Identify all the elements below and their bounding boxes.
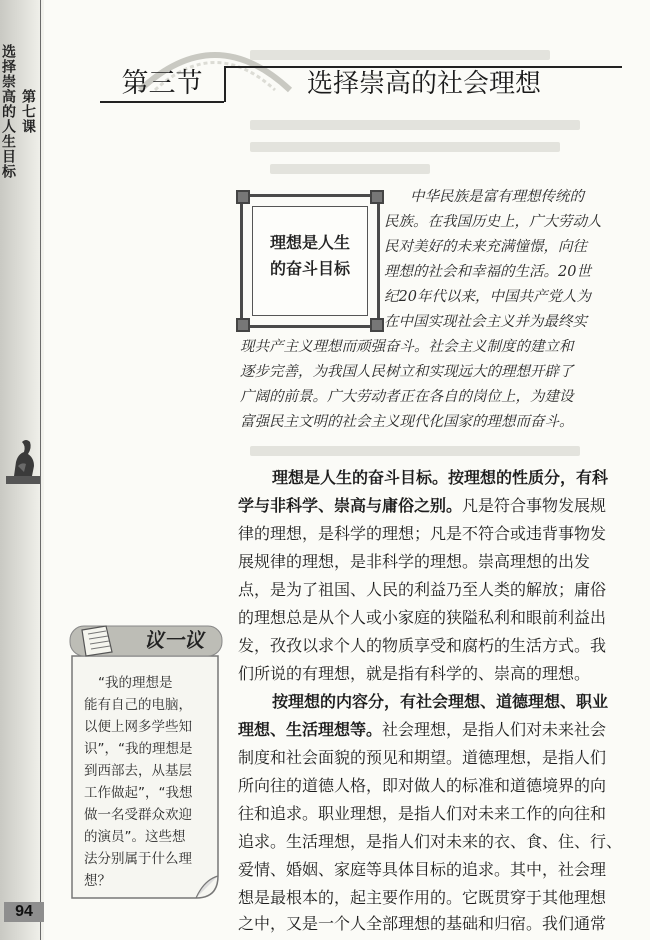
discussion-line: 识”，“我的理想是 bbox=[84, 741, 193, 757]
body-text: 制度和社会面貌的预见和期望。道德理想，是指人们 bbox=[238, 748, 607, 767]
discussion-line: 想？ bbox=[84, 873, 111, 889]
body-text: 之中，又是一个人全部理想的基础和归宿。我们通常 bbox=[238, 914, 607, 933]
body-text: 律的理想，是科学的理想；凡是不符合或违背事物发 bbox=[238, 524, 607, 543]
intro-line: 中华民族是富有理想传统的 bbox=[410, 189, 584, 205]
body-text: 往和追求。职业理想，是指人们对未来工作的向往和 bbox=[238, 804, 607, 823]
discussion-line: 法分别属于什么理 bbox=[84, 851, 192, 867]
section-title: 选择崇高的社会理想 bbox=[306, 69, 541, 99]
body-line bbox=[238, 772, 606, 800]
body-line bbox=[238, 660, 590, 688]
callout-title bbox=[254, 230, 366, 282]
thinker-statue-icon bbox=[4, 436, 42, 486]
body-line bbox=[238, 492, 606, 520]
discussion-line: “我的理想是 bbox=[98, 675, 173, 691]
callout-title-line: 的奋斗目标 bbox=[269, 259, 350, 278]
body-text: 所向往的道德人格，即对做人的标准和道德境界的向 bbox=[238, 776, 607, 795]
body-text: 凡是符合事物发展规 bbox=[462, 496, 607, 515]
body-line bbox=[272, 688, 608, 716]
chapter-side-title-line: 选择崇高的人生目标 bbox=[0, 44, 16, 179]
body-line bbox=[238, 910, 606, 938]
body-line bbox=[238, 828, 622, 856]
intro-line: 民族。在我国历史上，广大劳动人 bbox=[384, 214, 602, 230]
body-bold: 理想、生活理想等。 bbox=[238, 720, 383, 739]
body-line bbox=[238, 744, 606, 772]
callout-title-line: 理想是人生 bbox=[269, 233, 350, 252]
chapter-side-title-line: 第七课 bbox=[20, 89, 36, 134]
discussion-line: 以便上网多学些知 bbox=[84, 719, 192, 735]
intro-line: 在中国实现社会主义并为最终实 bbox=[384, 314, 587, 330]
intro-line: 广阔的前景。广大劳动者正在各自的岗位上，为建设 bbox=[240, 389, 574, 405]
body-line bbox=[238, 548, 590, 576]
bleed-through-line bbox=[250, 446, 580, 456]
intro-line: 富强民主文明的社会主义现代化国家的理想而奋斗。 bbox=[240, 414, 574, 430]
body-line bbox=[238, 800, 606, 828]
discussion-line: 到西部去，从基层 bbox=[84, 763, 192, 779]
section-underline bbox=[100, 101, 224, 103]
body-line bbox=[238, 884, 606, 912]
section-label: 第三节 bbox=[121, 68, 203, 99]
body-text: 追求。生活理想，是指人们对未来的衣、食、住、行、 bbox=[238, 832, 623, 851]
intro-line: 逐步完善，为我国人民树立和实现远大的理想开辟了 bbox=[240, 364, 574, 380]
body-line bbox=[238, 716, 606, 744]
bleed-through-line bbox=[250, 50, 550, 60]
body-line bbox=[238, 576, 606, 604]
body-text: 点，是为了祖国、人民的利益乃至人类的解放；庸俗 bbox=[238, 580, 607, 599]
body-line bbox=[238, 856, 606, 884]
body-text: 们所说的有理想，就是指有科学的、崇高的理想。 bbox=[238, 664, 591, 683]
body-line bbox=[272, 464, 608, 492]
frame-corner bbox=[236, 190, 250, 204]
body-bold: 按理想的内容分，有社会理想、道德理想、职业 bbox=[272, 692, 609, 711]
bleed-through-line bbox=[270, 164, 430, 174]
bleed-through-line bbox=[250, 142, 560, 152]
body-text: 想是最根本的，起主要作用的。它既贯穿于其他理想 bbox=[238, 888, 607, 907]
intro-line: 现共产主义理想而顽强奋斗。社会主义制度的建立和 bbox=[240, 339, 574, 355]
body-bold: 学与非科学、崇高与庸俗之别。 bbox=[238, 496, 463, 515]
body-line bbox=[238, 632, 606, 660]
discussion-line: 做一名受群众欢迎 bbox=[84, 807, 192, 823]
intro-line: 理想的社会和幸福的生活。20世 bbox=[384, 264, 591, 280]
frame-corner bbox=[370, 190, 384, 204]
bleed-through-line bbox=[250, 120, 580, 130]
body-text: 社会理想，是指人们对未来社会 bbox=[382, 720, 607, 739]
body-text: 发，孜孜以求个人的物质享受和腐朽的生活方式。我 bbox=[238, 636, 607, 655]
body-line bbox=[238, 520, 606, 548]
body-text: 的理想总是从个人或小家庭的狭隘私利和眼前利益出 bbox=[238, 608, 607, 627]
discussion-title: 议一议 bbox=[144, 628, 204, 652]
page-number: 94 bbox=[4, 902, 44, 922]
body-text: 爱情、婚姻、家庭等具体目标的追求。其中，社会理 bbox=[238, 860, 607, 879]
discussion-line: 工作做起”，“我想 bbox=[84, 785, 193, 801]
body-bold: 理想是人生的奋斗目标。按理想的性质分，有科 bbox=[272, 468, 609, 487]
frame-corner bbox=[370, 318, 384, 332]
body-line bbox=[238, 604, 606, 632]
discussion-line: 能有自己的电脑， bbox=[84, 697, 192, 713]
intro-line: 纪20年代以来，中国共产党人为 bbox=[384, 289, 591, 305]
intro-line: 民对美好的未来充满憧憬，向往 bbox=[384, 239, 587, 255]
frame-corner bbox=[236, 318, 250, 332]
body-text: 展规律的理想，是非科学的理想。崇高理想的出发 bbox=[238, 552, 591, 571]
discussion-line: 的演员”。这些想 bbox=[84, 829, 186, 845]
chapter-side-title bbox=[0, 44, 36, 179]
